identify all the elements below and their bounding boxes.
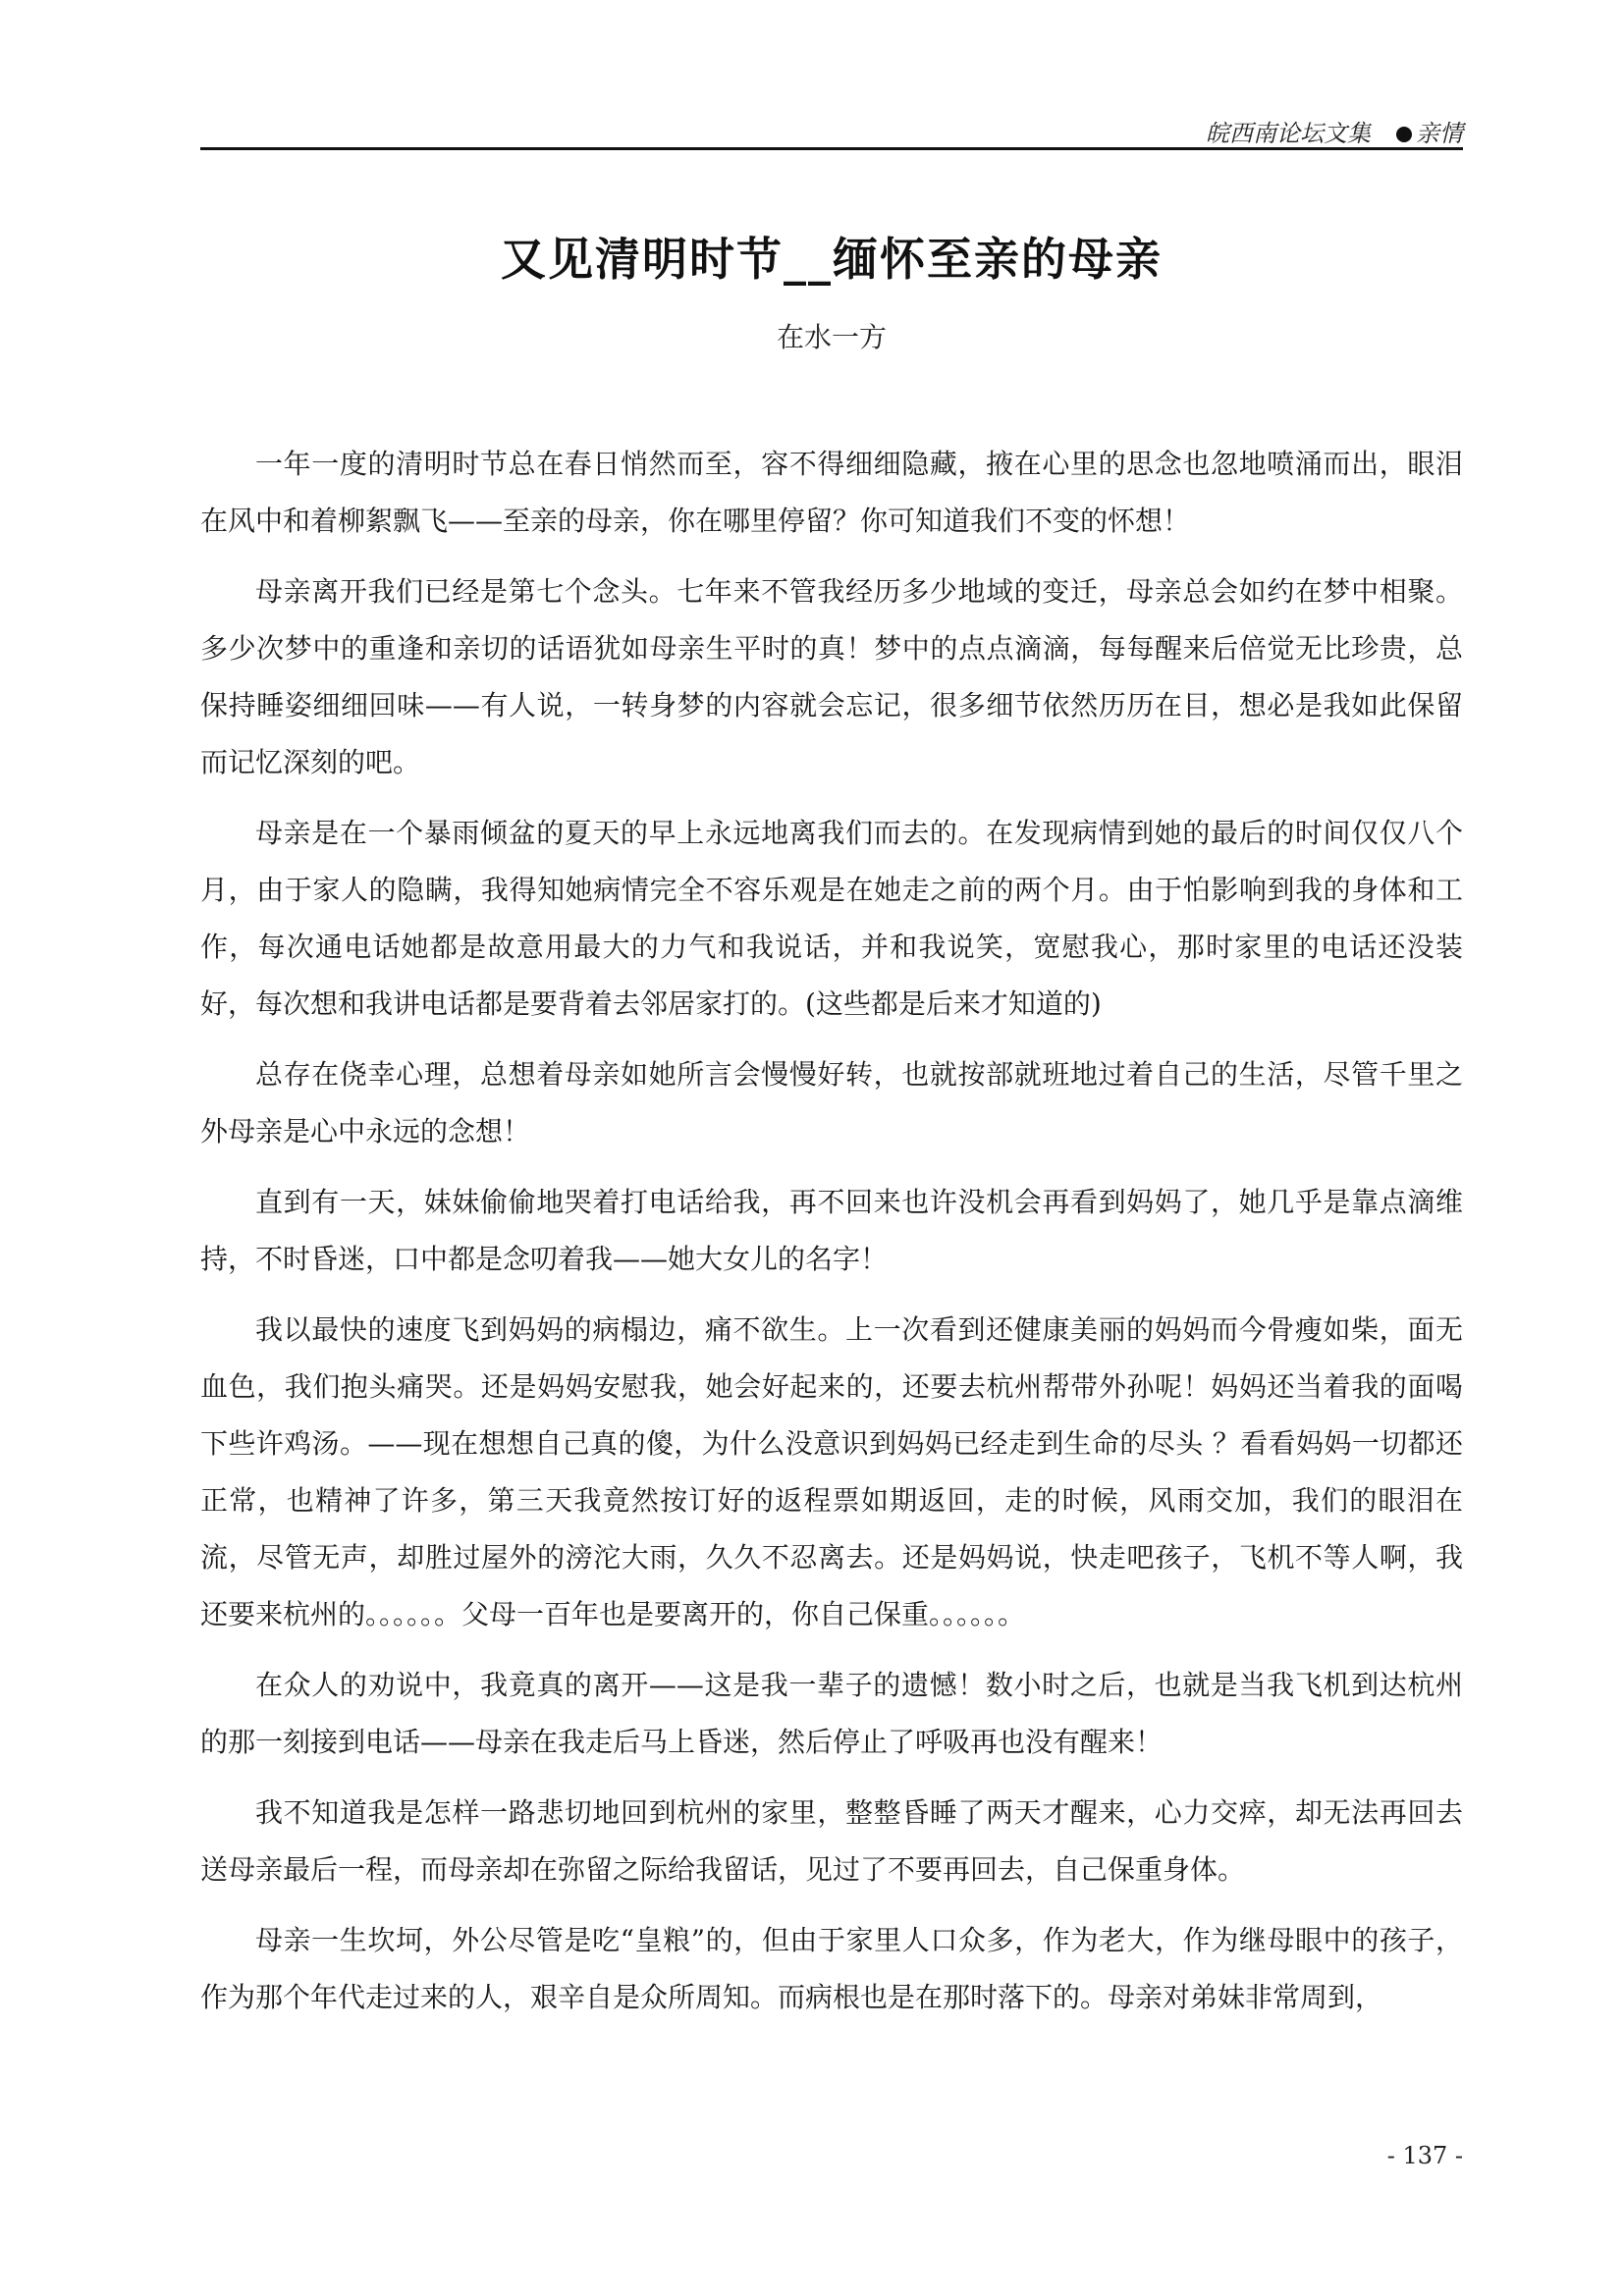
section-name: 亲情 <box>1416 120 1463 147</box>
paragraph: 母亲是在一个暴雨倾盆的夏天的早上永远地离我们而去的。在发现病情到她的最后的时间仅仅八个月，由于家人的隐瞒，我得知她病情完全不容乐观是在她走之前的两个月。由于怕影响到我的身体和工作，每次通电话她都是故意用最大的力气和我说话，并和我说笑，宽慰我心，那时家里的电话还没装好，每次想和我讲电话都是要背着去邻居家打的。(这些都是后来才知道的) <box>200 817 1463 1020</box>
page-number: - 137 - <box>1386 2142 1463 2169</box>
collection-name: 皖西南论坛文集 <box>1206 120 1371 147</box>
paragraph: 总存在侥幸心理，总想着母亲如她所言会慢慢好转，也就按部就班地过着自己的生活，尽管千里之外母亲是心中永远的念想！ <box>200 1058 1463 1148</box>
article-body <box>200 436 1463 2040</box>
article-title: 又见清明时节__缅怀至亲的母亲 <box>501 233 1163 286</box>
paragraph: 我以最快的速度飞到妈妈的病榻边，痛不欲生。上一次看到还健康美丽的妈妈而今骨瘦如柴，面无血色，我们抱头痛哭。还是妈妈安慰我，她会好起来的，还要去杭州帮带外孙呢！妈妈还当着我的面喝下些许鸡汤。——现在想想自己真的傻，为什么没意识到妈妈已经走到生命的尽头 ？看看妈妈一切都还正常，也精神了许多，第三天我竟然按订好的返程票如期返回，走的时候，风雨交加，我们的眼泪在流，尽管无声，却胜过屋外的滂沱大雨，久久不忍离去。还是妈妈说，快走吧孩子，飞机不等人啊，我还要来杭州的。。。。。。父母一百年也是要离开的，你自己保重。。。。。。 <box>200 1313 1463 1630</box>
paragraph: 直到有一天，妹妹偷偷地哭着打电话给我，再不回来也许没机会再看到妈妈了，她几乎是靠点滴维持，不时昏迷，口中都是念叨着我——她大女儿的名字！ <box>200 1186 1463 1275</box>
article-author: 在水一方 <box>776 321 887 353</box>
paragraph: 在众人的劝说中，我竟真的离开——这是我一辈子的遗憾！数小时之后，也就是当我飞机到达杭州的那一刻接到电话——母亲在我走后马上昏迷，然后停止了呼吸再也没有醒来！ <box>200 1669 1463 1758</box>
running-header <box>200 110 1463 150</box>
paragraph: 母亲一生坎坷，外公尽管是吃“皇粮”的，但由于家里人口众多，作为老大，作为继母眼中的孩子，作为那个年代走过来的人，艰辛自是众所周知。而病根也是在那时落下的。母亲对弟妹非常周到， <box>200 1924 1463 2013</box>
paragraph: 母亲离开我们已经是第七个念头。七年来不管我经历多少地域的变迁，母亲总会如约在梦中相聚。多少次梦中的重逢和亲切的话语犹如母亲生平时的真！梦中的点点滴滴，每每醒来后倍觉无比珍贵，总保持睡姿细细回味——有人说，一转身梦的内容就会忘记，很多细节依然历历在目，想必是我如此保留而记忆深刻的吧。 <box>200 575 1463 778</box>
bullet-dot-icon <box>1396 127 1412 142</box>
paragraph: 一年一度的清明时节总在春日悄然而至，容不得细细隐藏，掖在心里的思念也忽地喷涌而出，眼泪在风中和着柳絮飘飞——至亲的母亲，你在哪里停留？你可知道我们不变的怀想！ <box>200 448 1463 537</box>
paragraph: 我不知道我是怎样一路悲切地回到杭州的家里，整整昏睡了两天才醒来，心力交瘁，却无法再回去送母亲最后一程，而母亲却在弥留之际给我留话，见过了不要再回去，自己保重身体。 <box>200 1796 1463 1886</box>
running-header-text <box>1206 114 1463 148</box>
